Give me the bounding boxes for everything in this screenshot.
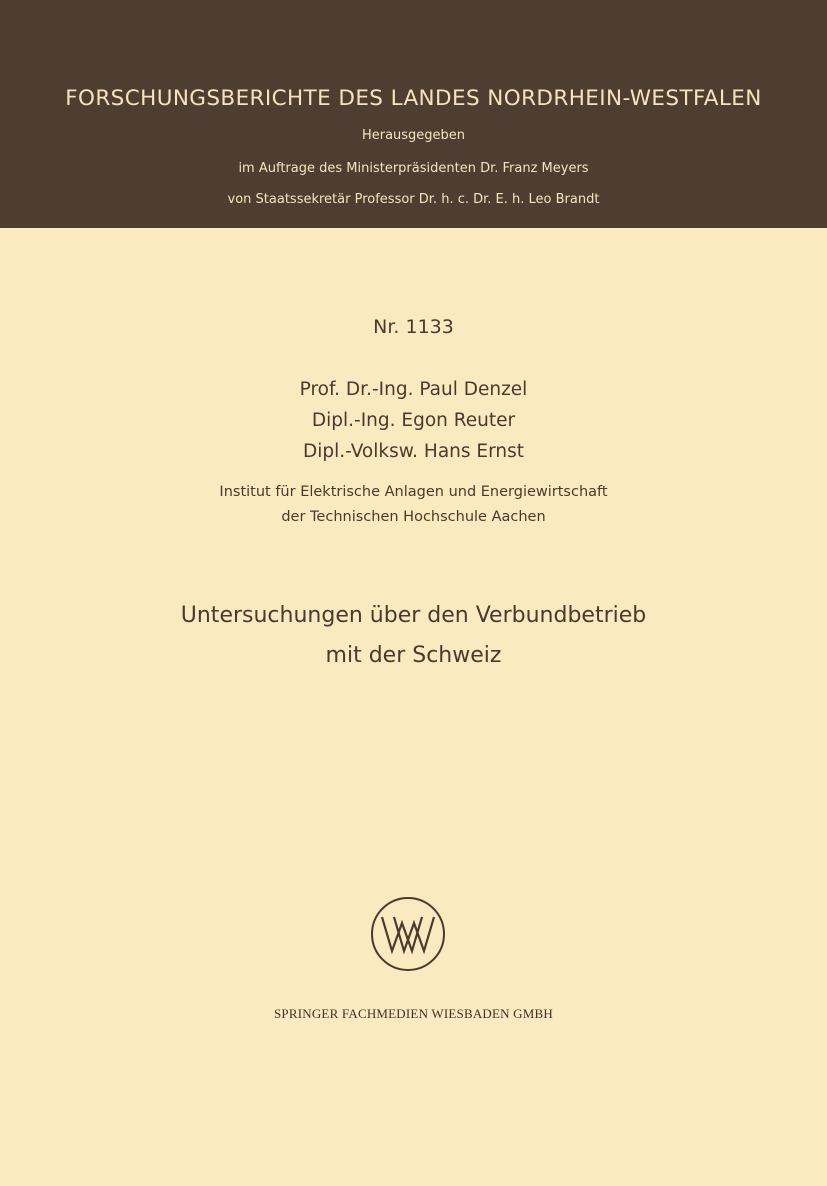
ww-circle-logo-icon	[369, 895, 447, 973]
editor-line-2: im Auftrage des Ministerpräsidenten Dr. Franz Meyers	[238, 161, 589, 176]
book-title-line-2: mit der Schweiz	[325, 643, 502, 668]
book-title-line-1: Untersuchungen über den Verbundbetrieb	[180, 603, 647, 628]
author-3: Dipl.-Volksw. Hans Ernst	[302, 441, 525, 462]
report-number: Nr. 1133	[373, 316, 454, 338]
series-title: FORSCHUNGSBERICHTE DES LANDES NORDRHEIN-WESTFALEN	[65, 86, 762, 111]
institute-line-2: der Technischen Hochschule Aachen	[281, 509, 546, 525]
series-banner	[0, 0, 827, 228]
publisher-name: SPRINGER FACHMEDIEN WIESBADEN GMBH	[274, 1006, 553, 1021]
editor-line-3: von Staatssekretär Professor Dr. h. c. Dr. E. h. Leo Brandt	[227, 192, 600, 207]
institute-line-1: Institut für Elektrische Anlagen und Energiewirtschaft	[219, 484, 608, 500]
author-1: Prof. Dr.-Ing. Paul Denzel	[299, 379, 528, 400]
author-2: Dipl.-Ing. Egon Reuter	[311, 410, 516, 431]
editor-line-1: Herausgegeben	[361, 128, 466, 143]
